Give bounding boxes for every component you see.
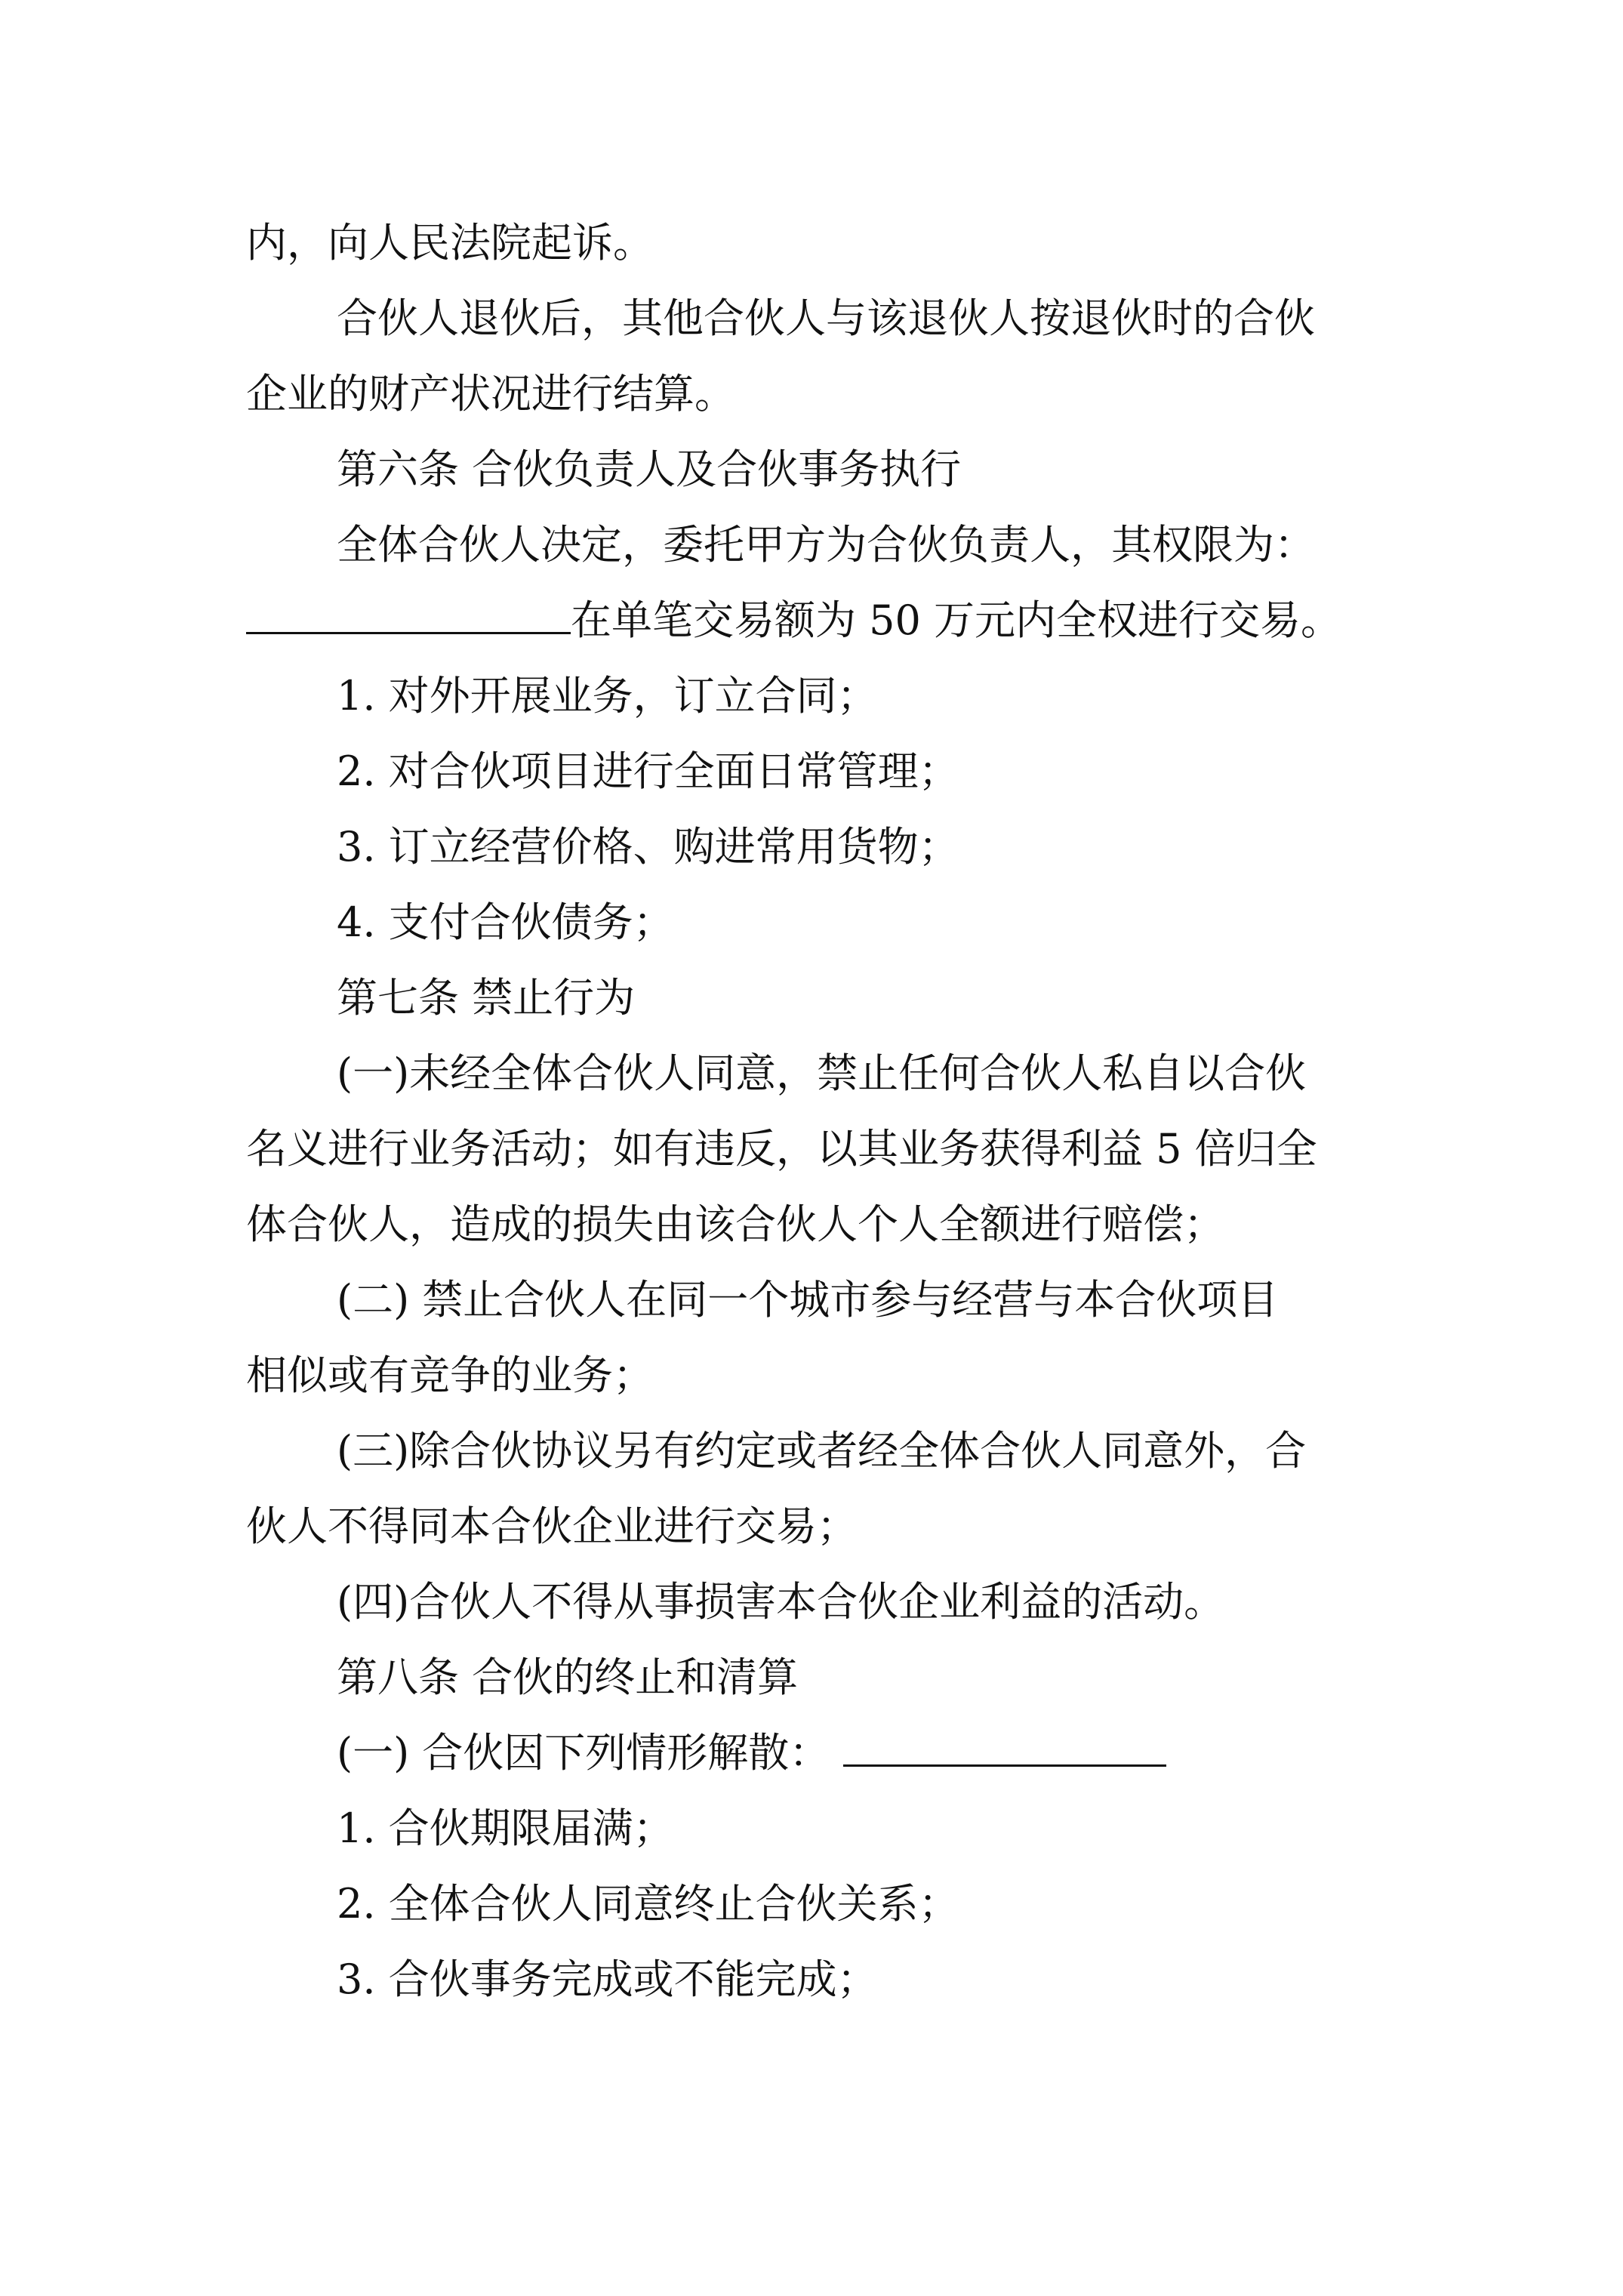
text-line: 相似或有竞争的业务；: [246, 1351, 654, 1399]
list-item: 1. 合伙期限届满；: [337, 1804, 674, 1852]
text-line: 名义进行业务活动；如有违反，以其业务获得利益 5 倍归全: [246, 1125, 1317, 1173]
section-heading: 第七条 禁止行为: [337, 974, 636, 1022]
text-line: 企业的财产状况进行结算。: [246, 370, 735, 418]
text-line-content: (一) 合伙因下列情形解散：: [337, 1729, 830, 1777]
list-item: 4. 支付合伙债务；: [337, 898, 674, 946]
list-item: 3. 订立经营价格、购进常用货物；: [337, 823, 959, 871]
text-line: (三)除合伙协议另有约定或者经全体合伙人同意外，合: [337, 1427, 1307, 1475]
text-line: 合伙人退伙后，其他合伙人与该退伙人按退伙时的合伙: [337, 294, 1315, 342]
section-heading: 第六条 合伙负责人及合伙事务执行: [337, 445, 962, 493]
text-line: 体合伙人，造成的损失由该合伙人个人全额进行赔偿；: [246, 1200, 1224, 1248]
fill-in-blank: [246, 591, 571, 634]
fill-in-blank: [843, 1724, 1166, 1767]
text-line: 内，向人民法院起诉。: [246, 219, 654, 267]
text-line: (二) 禁止合伙人在同一个城市参与经营与本合伙项目: [337, 1276, 1279, 1324]
text-line: (四)合伙人不得从事损害本合伙企业利益的活动。: [337, 1578, 1225, 1626]
text-line: 伙人不得同本合伙企业进行交易；: [246, 1502, 858, 1550]
section-heading: 第八条 合伙的终止和清算: [337, 1653, 799, 1701]
list-item: 2. 对合伙项目进行全面日常管理；: [337, 747, 959, 795]
text-line: 全体合伙人决定，委托甲方为合伙负责人，其权限为：: [337, 521, 1315, 569]
text-line-content: 在单笔交易额为 50 万元内全权进行交易。: [571, 596, 1342, 644]
text-line: (一)未经全体合伙人同意，禁止任何合伙人私自以合伙: [337, 1049, 1307, 1097]
list-item: 2. 全体合伙人同意终止合伙关系；: [337, 1880, 959, 1928]
list-item: 3. 合伙事务完成或不能完成；: [337, 1955, 878, 2003]
text-line: [246, 583, 1341, 658]
text-line: [337, 1715, 1166, 1791]
list-item: 1. 对外开展业务，订立合同；: [337, 672, 878, 720]
